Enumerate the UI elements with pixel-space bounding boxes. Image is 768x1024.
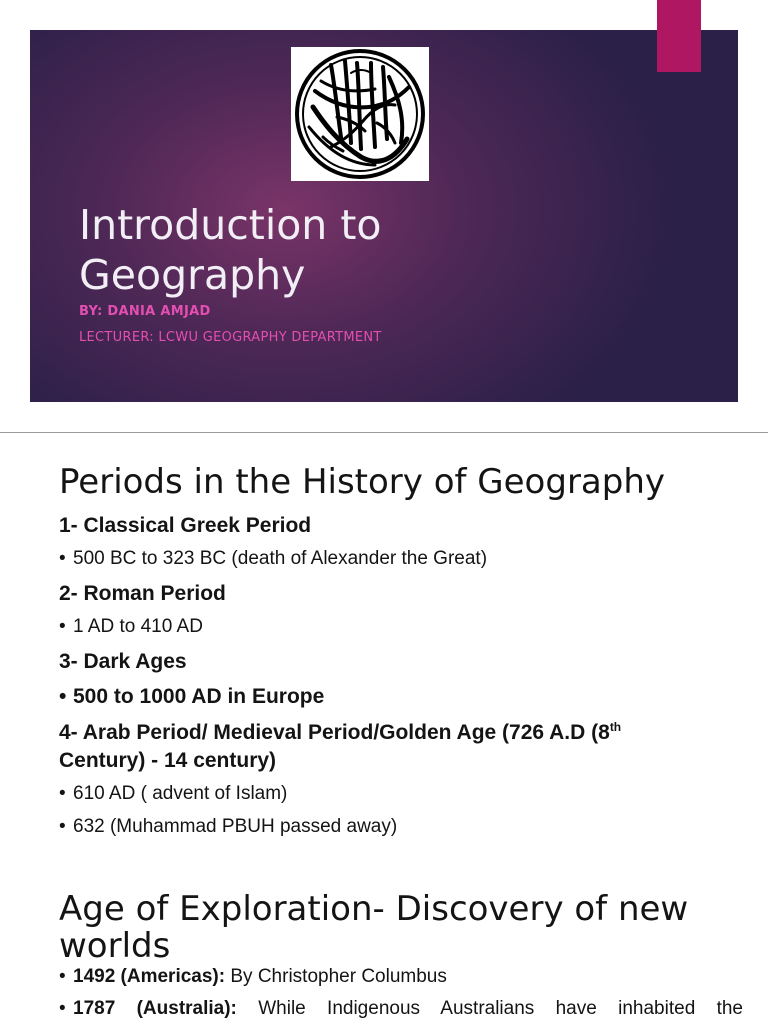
period-1-bullet	[59, 547, 763, 571]
heading-text-continued: Century) - 14 century)	[59, 749, 277, 772]
superscript: th	[609, 720, 622, 734]
exploration-title: Age of Exploration- Discovery of new worlds	[59, 889, 689, 966]
byline: BY: DANIA AMJAD	[79, 304, 211, 319]
period-3-heading: 3- Dark Ages	[59, 650, 187, 673]
bullet-text: 1 AD to 410 AD	[73, 616, 203, 637]
title-line-1: Introduction to	[79, 201, 382, 249]
slide-title	[79, 200, 639, 300]
exploration-item-2	[59, 997, 743, 1021]
period-1-heading: 1- Classical Greek Period	[59, 514, 312, 537]
period-2-heading: 2- Roman Period	[59, 582, 226, 605]
bullet-dot: •	[59, 616, 66, 637]
periods-title: Periods in the History of Geography	[59, 462, 666, 502]
period-4-heading	[59, 719, 749, 775]
period-2-bullet	[59, 615, 763, 639]
item-year: 1787 (Australia):	[73, 998, 237, 1019]
period-3-bullet	[59, 683, 763, 711]
logo-box	[291, 47, 429, 181]
item-text: While Indigenous Australians have inhabited the	[236, 998, 743, 1019]
bullet-text: 610 AD ( advent of Islam)	[73, 783, 288, 804]
bismillah-calligraphy-seal-icon	[291, 47, 429, 181]
item-year: 1492 (Americas):	[73, 966, 226, 987]
item-text: By Christopher Columbus	[225, 966, 447, 987]
bullet-text: 632 (Muhammad PBUH passed away)	[73, 816, 398, 837]
bullet-dot: •	[59, 998, 66, 1019]
bullet-dot: •	[59, 548, 66, 569]
title-line-2: Geography	[79, 251, 306, 299]
accent-tab	[657, 0, 701, 72]
exploration-item-1	[59, 965, 763, 989]
bullet-dot: •	[59, 783, 66, 804]
bullet-text: 500 to 1000 AD in Europe	[73, 685, 325, 708]
heading-text: 4- Arab Period/ Medieval Period/Golden Age (726 A.D (8	[59, 721, 610, 744]
bullet-dot: •	[59, 966, 66, 987]
bullet-dot: •	[59, 685, 67, 708]
bullet-dot: •	[59, 816, 66, 837]
slide-divider	[0, 432, 768, 433]
bullet-text: 500 BC to 323 BC (death of Alexander the Great)	[73, 548, 488, 569]
lecturer-line: LECTURER: LCWU GEOGRAPHY DEPARTMENT	[79, 330, 382, 345]
period-4-bullet-1	[59, 782, 763, 806]
period-4-bullet-2	[59, 815, 763, 839]
